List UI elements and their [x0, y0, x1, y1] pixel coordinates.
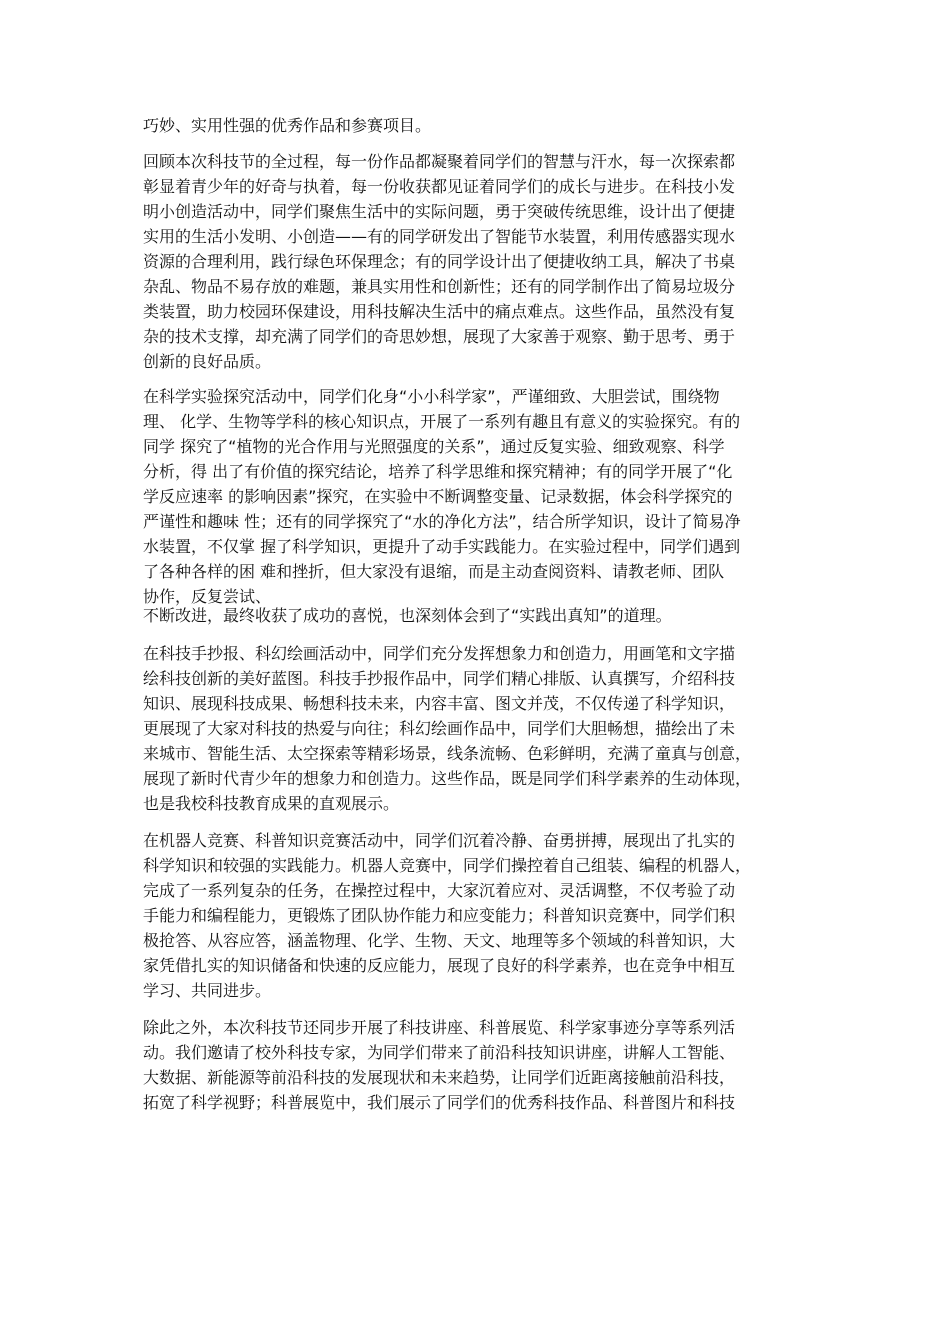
- text-line: 知识、展现科技成果、畅想科技未来，内容丰富、图文并茂，不仅传递了科学知识，: [143, 694, 736, 713]
- text-line: 在科技手抄报、科幻绘画活动中，同学们充分发挥想象力和创造力，用画笔和文字描: [143, 644, 736, 663]
- text-line: 极抢答、从容应答，涵盖物理、化学、生物、天文、地理等多个领域的科普知识，大: [143, 931, 736, 950]
- text-line: 协作，反复尝试、: [143, 587, 272, 606]
- text-line: 彰显着青少年的好奇与执着，每一份收获都见证着同学们的成长与进步。在科技小发: [143, 177, 736, 196]
- text-line: 明小创造活动中，同学们聚焦生活中的实际问题，勇于突破传统思维，设计出了便捷: [143, 202, 736, 221]
- text-line: 实用的生活小发明、小创造——有的同学研发出了智能节水装置，利用传感器实现水: [143, 227, 736, 246]
- text-line: 分析，得 出了有价值的探究结论，培养了科学思维和探究精神；有的同学开展了“化: [143, 462, 733, 481]
- text-line: 资源的合理利用，践行绿色环保理念；有的同学设计出了便捷收纳工具，解决了书桌: [143, 252, 736, 271]
- text-line: 在科学实验探究活动中，同学们化身“小小科学家”，严谨细致、大胆尝试，围绕物: [143, 387, 720, 406]
- text-line: 拓宽了科学视野；科普展览中，我们展示了同学们的优秀科技作品、科普图片和科技: [143, 1093, 736, 1112]
- text-line: 理、 化学、生物等学科的核心知识点，开展了一系列有趣且有意义的实验探究。有的: [143, 412, 741, 431]
- text-line: 也是我校科技教育成果的直观展示。: [143, 794, 400, 813]
- text-line: 来城市、智能生活、太空探索等精彩场景，线条流畅、色彩鲜明，充满了童真与创意，: [143, 744, 752, 763]
- text-line: 不断改进，最终收获了成功的喜悦，也深刻体会到了“实践出真知”的道理。: [143, 606, 672, 625]
- text-line: 除此之外，本次科技节还同步开展了科技讲座、科普展览、科学家事迹分享等系列活: [143, 1018, 736, 1037]
- text-line: 家凭借扎实的知识储备和快速的反应能力，展现了良好的科学素养，也在竞争中相互: [143, 956, 736, 975]
- text-line: 完成了一系列复杂的任务，在操控过程中，大家沉着应对、灵活调整，不仅考验了动: [143, 881, 736, 900]
- text-line: 了各种各样的困 难和挫折，但大家没有退缩，而是主动查阅资料、请教老师、团队: [143, 562, 725, 581]
- text-line: 学反应速率 的影响因素”探究，在实验中不断调整变量、记录数据，体会科学探究的: [143, 487, 733, 506]
- text-line: 大数据、新能源等前沿科技的发展现状和未来趋势，让同学们近距离接触前沿科技，: [143, 1068, 736, 1087]
- text-line: 更展现了大家对科技的热爱与向往；科幻绘画作品中，同学们大胆畅想，描绘出了未: [143, 719, 736, 738]
- text-line: 回顾本次科技节的全过程，每一份作品都凝聚着同学们的智慧与汗水，每一次探索都: [143, 152, 736, 171]
- text-line: 同学 探究了“植物的光合作用与光照强度的关系”，通过反复实验、细致观察、科学: [143, 437, 725, 456]
- text-line: 创新的良好品质。: [143, 352, 272, 371]
- text-line: 类装置，助力校园环保建设，用科技解决生活中的痛点难点。这些作品，虽然没有复: [143, 302, 736, 321]
- text-line: 手能力和编程能力，更锻炼了团队协作能力和应变能力；科普知识竞赛中，同学们积: [143, 906, 736, 925]
- text-line: 巧妙、实用性强的优秀作品和参赛项目。: [143, 116, 432, 135]
- text-line: 严谨性和趣味 性；还有的同学探究了“水的净化方法”，结合所学知识，设计了简易净: [143, 512, 741, 531]
- text-line: 动。我们邀请了校外科技专家，为同学们带来了前沿科技知识讲座，讲解人工智能、: [143, 1043, 736, 1062]
- text-line: 科学知识和较强的实践能力。机器人竞赛中，同学们操控着自己组装、编程的机器人，: [143, 856, 752, 875]
- text-line: 学习、共同进步。: [143, 981, 272, 1000]
- text-line: 杂乱、物品不易存放的难题，兼具实用性和创新性；还有的同学制作出了简易垃圾分: [143, 277, 736, 296]
- text-line: 绘科技创新的美好蓝图。科技手抄报作品中，同学们精心排版、认真撰写，介绍科技: [143, 669, 736, 688]
- text-line: 在机器人竞赛、科普知识竞赛活动中，同学们沉着冷静、奋勇拼搏，展现出了扎实的: [143, 831, 736, 850]
- text-line: 展现了新时代青少年的想象力和创造力。这些作品，既是同学们科学素养的生动体现，: [143, 769, 752, 788]
- text-line: 水装置，不仅掌 握了科学知识，更提升了动手实践能力。在实验过程中，同学们遇到: [143, 537, 741, 556]
- text-line: 杂的技术支撑，却充满了同学们的奇思妙想，展现了大家善于观察、勤于思考、勇于: [143, 327, 736, 346]
